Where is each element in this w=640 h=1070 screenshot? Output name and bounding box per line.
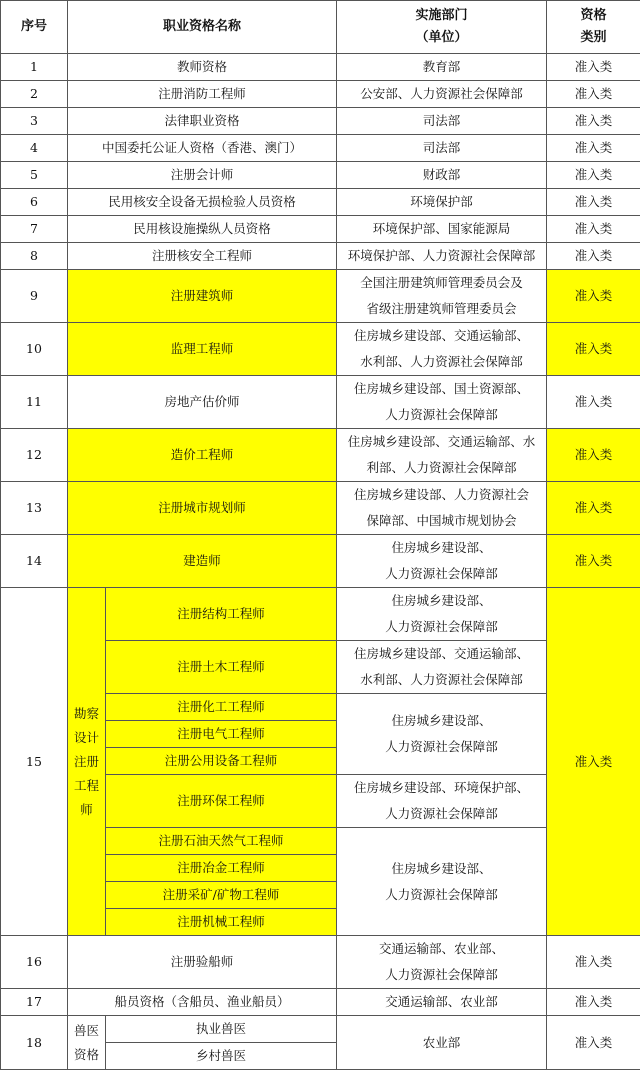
department-line: 住房城乡建设部、 <box>339 856 544 882</box>
group-label-line: 注册 <box>70 750 103 774</box>
department-cell <box>337 828 547 936</box>
department-line: 交通运输部、农业部、 <box>339 936 544 962</box>
row-number: 2 <box>1 81 68 108</box>
row-number: 6 <box>1 189 68 216</box>
category-cell: 准入类 <box>547 1016 640 1070</box>
department-line: 人力资源社会保障部 <box>339 801 544 827</box>
department-cell <box>337 162 547 189</box>
qualification-name: 船员资格（含船员、渔业船员） <box>68 989 337 1016</box>
qualification-name: 注册验船师 <box>68 936 337 989</box>
department-line: 环境保护部、国家能源局 <box>339 216 544 242</box>
table-row <box>1 81 640 108</box>
header-department <box>337 1 547 54</box>
department-line: 住房城乡建设部、 <box>339 588 544 614</box>
department-line: 住房城乡建设部、交通运输部、 <box>339 323 544 349</box>
department-line: 水利部、人力资源社会保障部 <box>339 667 544 693</box>
table-row <box>1 429 640 482</box>
qualification-name: 中国委托公证人资格（香港、澳门） <box>68 135 337 162</box>
category-cell: 准入类 <box>547 429 640 482</box>
row-number: 3 <box>1 108 68 135</box>
department-line: 人力资源社会保障部 <box>339 614 544 640</box>
qualification-name: 注册公用设备工程师 <box>106 748 337 775</box>
department-line: 环境保护部、人力资源社会保障部 <box>339 243 544 269</box>
table-row <box>1 135 640 162</box>
department-line: 省级注册建筑师管理委员会 <box>339 296 544 322</box>
table-row <box>1 588 640 641</box>
group-label-line: 兽医 <box>70 1019 103 1043</box>
department-cell <box>337 270 547 323</box>
department-line: 住房城乡建设部、 <box>339 535 544 561</box>
table-row <box>1 270 640 323</box>
category-cell: 准入类 <box>547 376 640 429</box>
table-row <box>1 936 640 989</box>
group-label-line: 师 <box>70 798 103 822</box>
header-name: 职业资格名称 <box>68 1 337 54</box>
table-row <box>1 243 640 270</box>
department-line: 住房城乡建设部、国土资源部、 <box>339 376 544 402</box>
qualification-name: 监理工程师 <box>68 323 337 376</box>
row-number: 11 <box>1 376 68 429</box>
qualification-name: 房地产估价师 <box>68 376 337 429</box>
qualification-name: 注册环保工程师 <box>106 775 337 828</box>
department-cell <box>337 108 547 135</box>
table-row <box>1 108 640 135</box>
table-row <box>1 323 640 376</box>
table-row <box>1 1016 640 1043</box>
qualification-name: 注册采矿/矿物工程师 <box>106 882 337 909</box>
department-cell <box>337 429 547 482</box>
table-row <box>1 216 640 243</box>
category-cell: 准入类 <box>547 535 640 588</box>
department-line: 住房城乡建设部、环境保护部、 <box>339 775 544 801</box>
department-line: 环境保护部 <box>339 189 544 215</box>
category-cell: 准入类 <box>547 936 640 989</box>
department-cell <box>337 81 547 108</box>
qualification-name: 注册电气工程师 <box>106 721 337 748</box>
category-cell: 准入类 <box>547 108 640 135</box>
table-row <box>1 162 640 189</box>
department-line: 人力资源社会保障部 <box>339 402 544 428</box>
qualification-name: 注册结构工程师 <box>106 588 337 641</box>
row-number: 14 <box>1 535 68 588</box>
department-line: 住房城乡建设部、交通运输部、水 <box>339 429 544 455</box>
department-cell <box>337 243 547 270</box>
qualification-name: 执业兽医 <box>106 1016 337 1043</box>
qualification-name: 乡村兽医 <box>106 1043 337 1070</box>
category-cell: 准入类 <box>547 482 640 535</box>
department-cell <box>337 323 547 376</box>
qualification-name: 注册核安全工程师 <box>68 243 337 270</box>
header-department-line1: 实施部门 <box>339 5 544 27</box>
category-cell: 准入类 <box>547 189 640 216</box>
category-cell: 准入类 <box>547 135 640 162</box>
department-line: 财政部 <box>339 162 544 188</box>
table-row <box>1 54 640 81</box>
category-cell: 准入类 <box>547 243 640 270</box>
header-number: 序号 <box>1 1 68 54</box>
header-category-line2: 类别 <box>549 27 638 49</box>
qualification-name: 注册土木工程师 <box>106 641 337 694</box>
department-line: 司法部 <box>339 108 544 134</box>
qualification-name: 注册建筑师 <box>68 270 337 323</box>
row-number: 1 <box>1 54 68 81</box>
department-line: 住房城乡建设部、交通运输部、 <box>339 641 544 667</box>
department-cell <box>337 936 547 989</box>
qualification-name: 法律职业资格 <box>68 108 337 135</box>
department-line: 人力资源社会保障部 <box>339 882 544 908</box>
department-cell <box>337 482 547 535</box>
qualification-name: 造价工程师 <box>68 429 337 482</box>
department-line: 司法部 <box>339 135 544 161</box>
department-line: 公安部、人力资源社会保障部 <box>339 81 544 107</box>
department-line: 教育部 <box>339 54 544 80</box>
department-cell <box>337 54 547 81</box>
category-cell: 准入类 <box>547 323 640 376</box>
category-cell: 准入类 <box>547 270 640 323</box>
row-number: 18 <box>1 1016 68 1070</box>
category-cell: 准入类 <box>547 989 640 1016</box>
department-cell <box>337 189 547 216</box>
qualification-name: 注册冶金工程师 <box>106 855 337 882</box>
department-cell: 农业部 <box>337 1016 547 1070</box>
group-label-line: 工程 <box>70 774 103 798</box>
department-line: 全国注册建筑师管理委员会及 <box>339 270 544 296</box>
row-number: 12 <box>1 429 68 482</box>
department-cell <box>337 376 547 429</box>
department-line: 人力资源社会保障部 <box>339 734 544 760</box>
department-cell <box>337 588 547 641</box>
department-line: 水利部、人力资源社会保障部 <box>339 349 544 375</box>
table-row <box>1 376 640 429</box>
department-cell <box>337 989 547 1016</box>
qualification-name: 注册石油天然气工程师 <box>106 828 337 855</box>
group-label <box>68 1016 106 1070</box>
category-cell: 准入类 <box>547 588 640 936</box>
row-number: 9 <box>1 270 68 323</box>
qualification-name: 教师资格 <box>68 54 337 81</box>
department-line: 交通运输部、农业部 <box>339 989 544 1015</box>
qualification-name: 民用核设施操纵人员资格 <box>68 216 337 243</box>
group-label-line: 勘察 <box>70 702 103 726</box>
department-line: 住房城乡建设部、人力资源社会 <box>339 482 544 508</box>
table-row <box>1 535 640 588</box>
category-cell: 准入类 <box>547 162 640 189</box>
department-line: 人力资源社会保障部 <box>339 962 544 988</box>
header-category <box>547 1 640 54</box>
table-row <box>1 482 640 535</box>
header-category-line1: 资格 <box>549 5 638 27</box>
qualification-name: 注册城市规划师 <box>68 482 337 535</box>
row-number: 13 <box>1 482 68 535</box>
group-label-line: 设计 <box>70 726 103 750</box>
department-line: 利部、人力资源社会保障部 <box>339 455 544 481</box>
department-cell <box>337 216 547 243</box>
department-line: 住房城乡建设部、 <box>339 708 544 734</box>
row-number: 10 <box>1 323 68 376</box>
group-label <box>68 588 106 936</box>
category-cell: 准入类 <box>547 81 640 108</box>
department-cell <box>337 694 547 775</box>
row-number: 4 <box>1 135 68 162</box>
qualification-name: 民用核安全设备无损检验人员资格 <box>68 189 337 216</box>
table-body <box>1 54 640 1070</box>
department-cell <box>337 535 547 588</box>
row-number: 7 <box>1 216 68 243</box>
qualification-name: 注册化工工程师 <box>106 694 337 721</box>
header-department-line2: （单位） <box>339 27 544 49</box>
row-number: 16 <box>1 936 68 989</box>
table-header-row <box>1 1 640 54</box>
category-cell: 准入类 <box>547 216 640 243</box>
group-label-line: 资格 <box>70 1043 103 1067</box>
row-number: 17 <box>1 989 68 1016</box>
qualification-name: 注册机械工程师 <box>106 909 337 936</box>
department-cell <box>337 775 547 828</box>
department-line: 人力资源社会保障部 <box>339 561 544 587</box>
department-line: 保障部、中国城市规划协会 <box>339 508 544 534</box>
table-row <box>1 989 640 1016</box>
category-cell: 准入类 <box>547 54 640 81</box>
row-number: 5 <box>1 162 68 189</box>
qualification-name: 注册会计师 <box>68 162 337 189</box>
qualification-name: 建造师 <box>68 535 337 588</box>
row-number: 8 <box>1 243 68 270</box>
row-number: 15 <box>1 588 68 936</box>
department-cell <box>337 135 547 162</box>
department-cell <box>337 641 547 694</box>
table-row <box>1 189 640 216</box>
qualification-name: 注册消防工程师 <box>68 81 337 108</box>
